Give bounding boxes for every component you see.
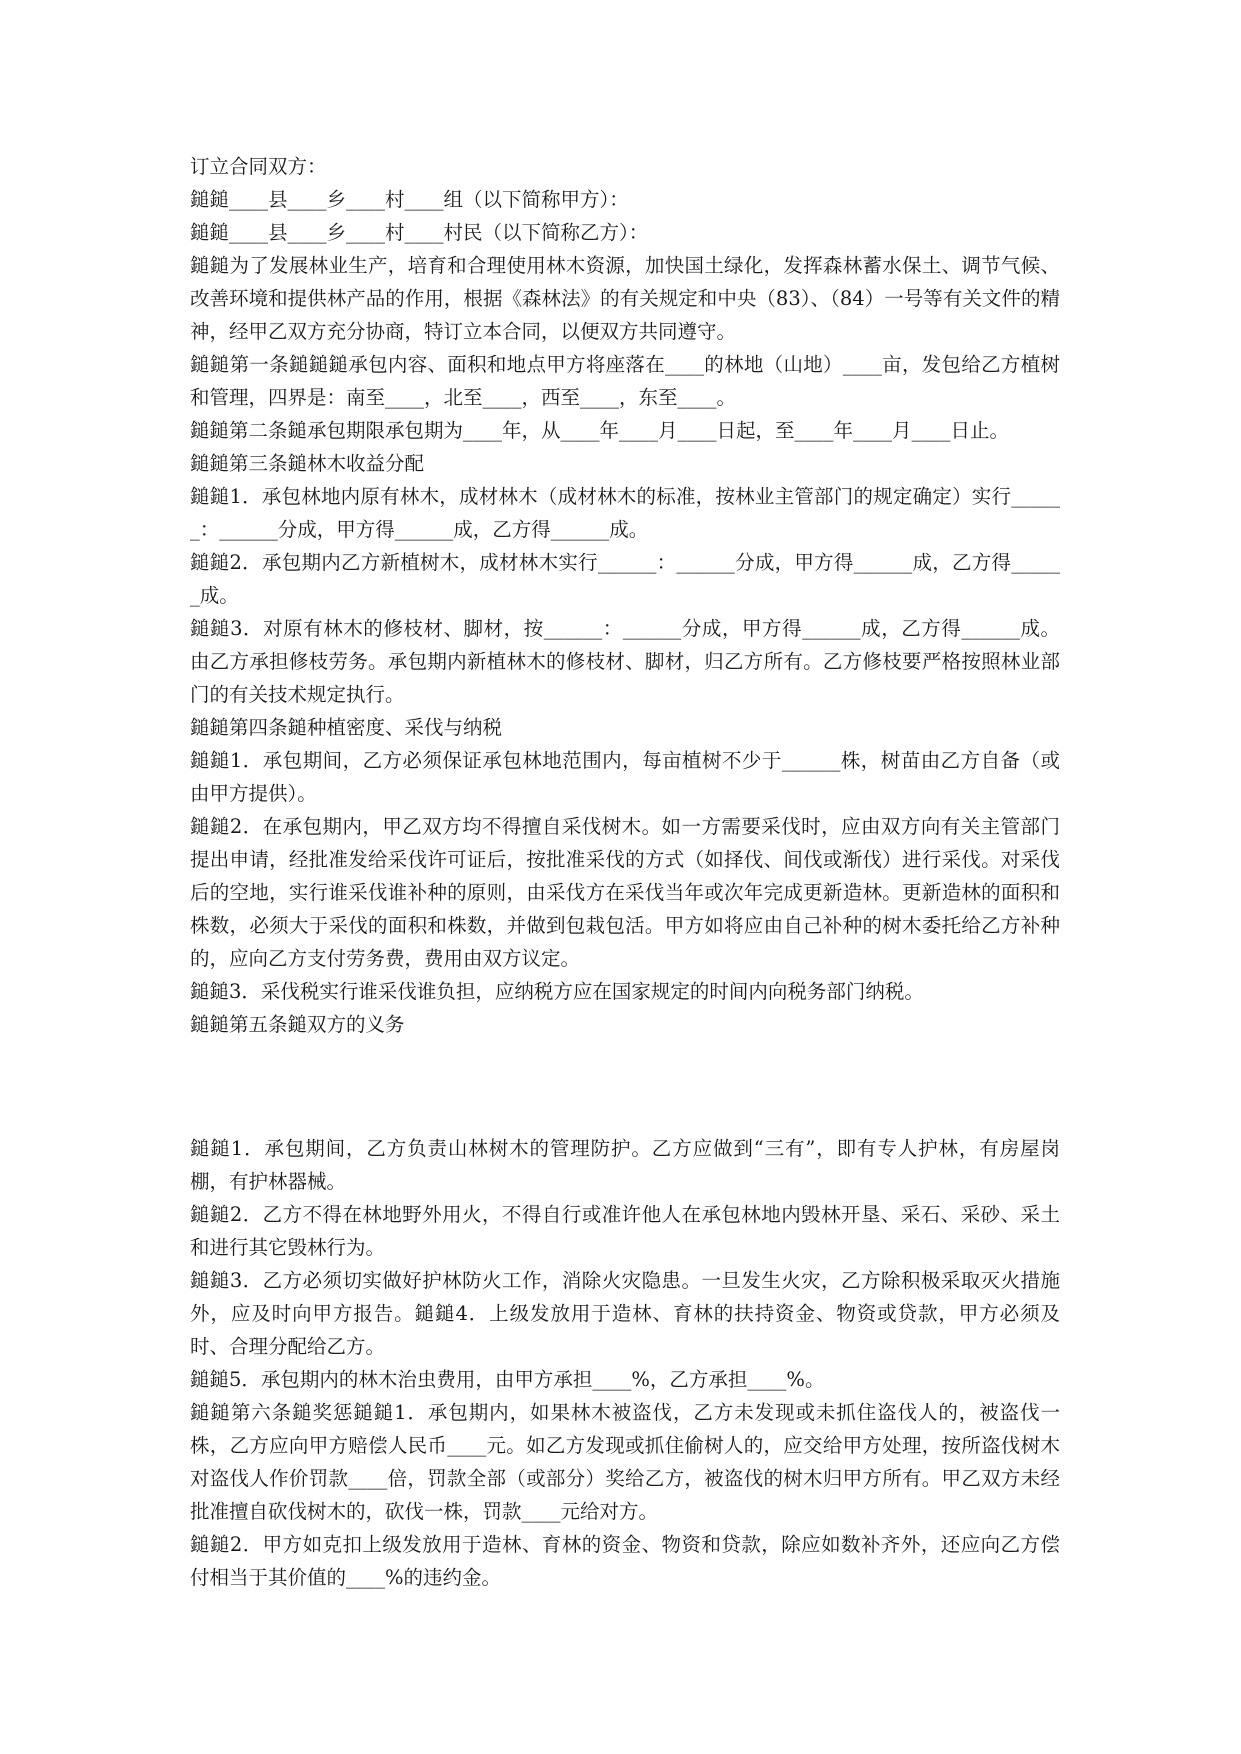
blank-gap	[190, 1041, 1060, 1132]
preamble-paragraph: 鎚鎚为了发展林业生产，培育和合理使用林木资源，加快国土绿化，发挥森林蓄水保土、调节气候、改善环境和提供林产品的作用，根据《森林法》的有关规定和中央（83）、（84）一号等有关文件的精神，经甲乙双方充分协商，特订立本合同，以便双方共同遵守。	[190, 254, 1060, 343]
article-3-clause-1: 鎚鎚1．承包林地内原有林木，成材林木（成材林木的标准，按林业主管部门的规定确定）实行______：______分成，甲方得______成，乙方得______成。	[190, 485, 1060, 541]
article-5-clause-1: 鎚鎚1．承包期间，乙方负责山林树木的管理防护。乙方应做到“三有”，即有专人护林，有房屋岗棚，有护林器械。	[190, 1137, 1060, 1193]
contract-part-2	[190, 1132, 1060, 1594]
article-5-heading: 鎚鎚第五条鎚双方的义务	[190, 1013, 405, 1036]
article-1-paragraph: 鎚鎚第一条鎚鎚鎚承包内容、面积和地点甲方将座落在____的林地（山地）____亩，发包给乙方植树和管理，四界是：南至____，北至____，西至____，东至____。	[190, 353, 1060, 409]
article-3-clause-3: 鎚鎚3．对原有林木的修枝材、脚材，按______：______分成，甲方得______成，乙方得______成。由乙方承担修枝劳务。承包期内新植林木的修枝材、脚材，归乙方所有。乙方修枝要严格按照林业部门的有关技术规定执行。	[190, 617, 1060, 706]
party-b-line: 鎚鎚____县____乡____村____村民（以下简称乙方）：	[190, 221, 649, 244]
contract-document	[190, 150, 1060, 1594]
article-4-clause-1: 鎚鎚1．承包期间，乙方必须保证承包林地范围内，每亩植树不少于______株，树苗由乙方自备（或由甲方提供）。	[190, 749, 1060, 805]
contract-part-1	[190, 150, 1060, 1041]
party-a-line: 鎚鎚____县____乡____村____组（以下简称甲方）：	[190, 188, 629, 211]
article-4-clause-2: 鎚鎚2．在承包期内，甲乙双方均不得擅自采伐树木。如一方需要采伐时，应由双方向有关主管部门提出申请，经批准发给采伐许可证后，按批准采伐的方式（如择伐、间伐或渐伐）进行采伐。对采伐后的空地，实行谁采伐谁补种的原则，由采伐方在采伐当年或次年完成更新造林。更新造林的面积和株数，必须大于采伐的面积和株数，并做到包栽包活。甲方如将应由自己补种的树木委托给乙方补种的，应向乙方支付劳务费，费用由双方议定。	[190, 815, 1060, 970]
article-6-clause-2: 鎚鎚2．甲方如克扣上级发放用于造林、育林的资金、物资和贷款，除应如数补齐外，还应向乙方偿付相当于其价值的____%的违约金。	[190, 1533, 1060, 1589]
article-5-clause-5: 鎚鎚5．承包期内的林木治虫费用，由甲方承担____%，乙方承担____%。	[190, 1368, 825, 1391]
article-2-paragraph: 鎚鎚第二条鎚承包期限承包期为____年，从____年____月____日起，至____年____月____日止。	[190, 419, 1010, 442]
article-3-heading: 鎚鎚第三条鎚林木收益分配	[190, 452, 425, 475]
article-4-heading: 鎚鎚第四条鎚种植密度、采伐与纳税	[190, 716, 503, 739]
article-4-clause-3: 鎚鎚3．采伐税实行谁采伐谁负担，应纳税方应在国家规定的时间内向税务部门纳税。	[190, 980, 924, 1003]
article-5-clause-3: 鎚鎚3．乙方必须切实做好护林防火工作，消除火灾隐患。一旦发生火灾，乙方除积极采取灭火措施外，应及时向甲方报告。鎚鎚4．上级发放用于造林、育林的扶持资金、物资或贷款，甲方必须及时、合理分配给乙方。	[190, 1269, 1060, 1358]
article-6-paragraph: 鎚鎚第六条鎚奖惩鎚鎚1．承包期内，如果林木被盗伐，乙方未发现或未抓住盗伐人的，被盗伐一株，乙方应向甲方赔偿人民币____元。如乙方发现或抓住偷树人的，应交给甲方处理，按所盗伐树木对盗伐人作价罚款____倍，罚款全部（或部分）奖给乙方，被盗伐的树木归甲方所有。甲乙双方未经批准擅自砍伐树木的，砍伐一株，罚款____元给对方。	[190, 1401, 1060, 1523]
article-5-clause-2: 鎚鎚2．乙方不得在林地野外用火，不得自行或准许他人在承包林地内毁林开垦、采石、采砂、采土和进行其它毁林行为。	[190, 1203, 1060, 1259]
contract-heading: 订立合同双方：	[190, 155, 327, 178]
article-3-clause-2: 鎚鎚2．承包期内乙方新植树木，成材林木实行______：______分成，甲方得______成，乙方得______成。	[190, 551, 1060, 607]
